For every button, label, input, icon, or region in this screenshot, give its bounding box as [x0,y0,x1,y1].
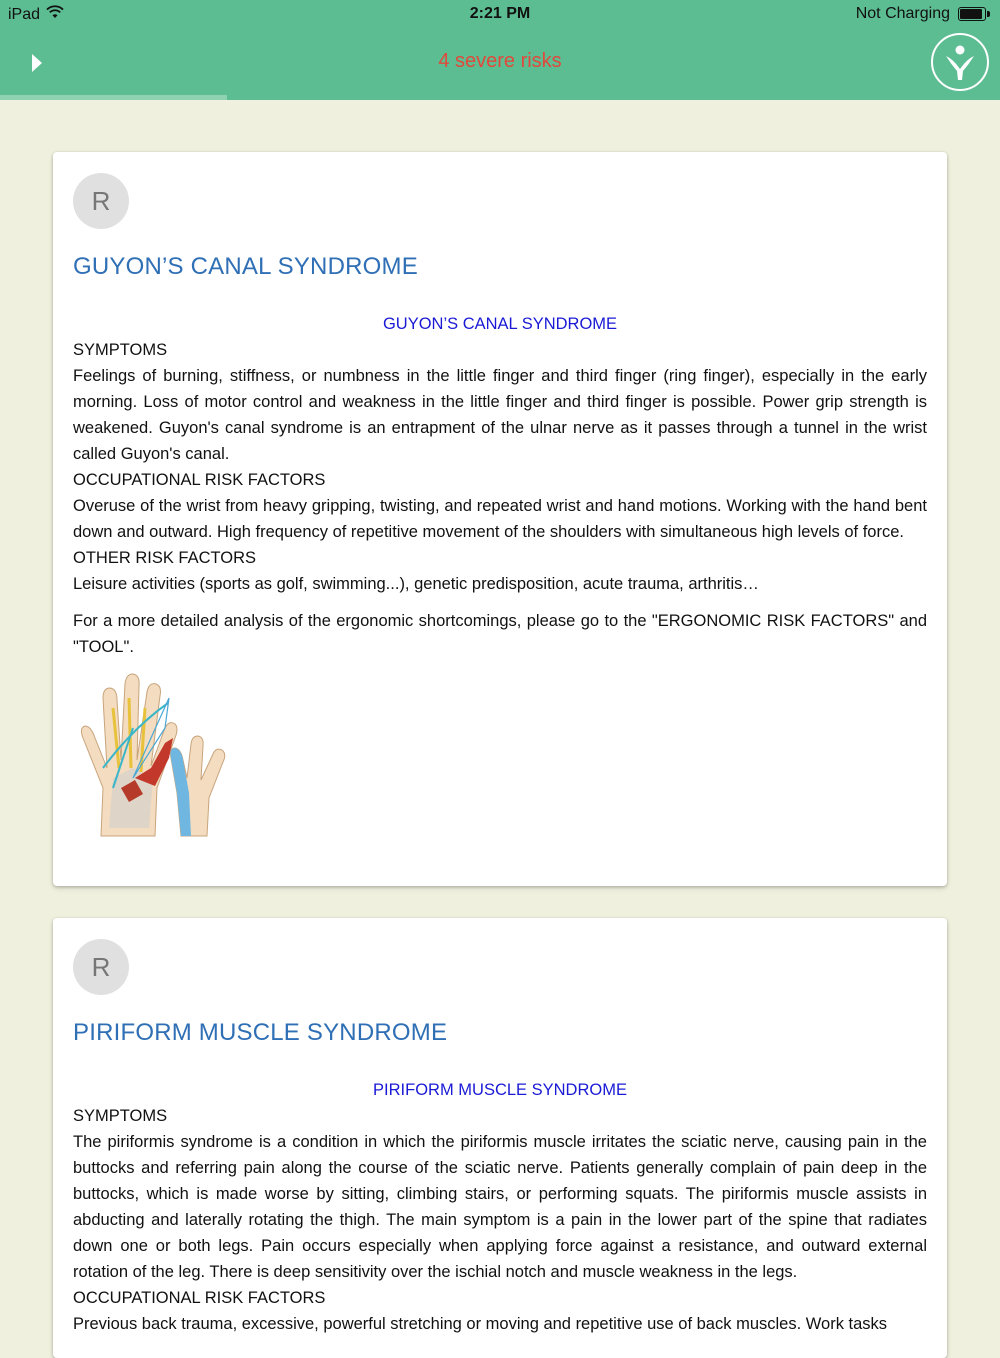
charging-status: Not Charging [855,5,950,22]
battery-icon [958,7,986,21]
risk-card[interactable] [53,918,947,1358]
risk-card[interactable] [53,152,947,886]
app-header [0,0,1000,100]
occupational-text: Previous back trauma, excessive, powerful stretching or moving and repetitive use of back muscles. Work tasks [73,1315,888,1333]
avatar: R [73,939,129,995]
app-logo[interactable] [931,33,989,91]
card-title: GUYON’S CANAL SYNDROME [73,253,418,280]
page-title: 4 severe risks [438,50,562,72]
card-subtitle: PIRIFORM MUSCLE SYNDROME [373,1081,627,1099]
symptoms-heading: SYMPTOMS [73,341,168,359]
avatar: R [73,173,129,229]
symptoms-text: Feelings of burning, stiffness, or numbness in the little finger and third finger (ring finger), especially in the early morning. Loss of motor control and weakness in the little finger and third finger is possible. Power grip strength is weakened. Guyon's canal syndrome is an entrapment of the ulnar nerve as it passes through a tunnel in the wrist called Guyon's canal. [73,367,927,463]
other-heading: OTHER RISK FACTORS [73,549,257,567]
symptoms-text: The piriformis syndrome is a condition in which the piriformis muscle irritates the sciatic nerve, causing pain in the buttocks and referring pain along the course of the sciatic nerve. Patients generally complain of pain deep in the buttocks, which is made worse by sitting, climbing stairs, or performing squats. The piriformis muscle assists in abducting and laterally rotating the thigh. The main symptom is a pain in the lower part of the spine that radiates down one or both legs. Pain occurs especially when applying force against a resistance, and outward external rotation of the leg. There is deep sensitivity over the ischial notch and muscle weakness in the legs. [73,1133,927,1281]
card-body [73,311,927,848]
hand-anatomy-illustration [73,668,253,840]
symptoms-heading: SYMPTOMS [73,1107,168,1125]
other-text: Leisure activities (sports as golf, swimming...), genetic predisposition, acute trauma, arthritis… [73,575,759,593]
card-body [73,1077,927,1337]
analysis-note: For a more detailed analysis of the ergonomic shortcomings, please go to the "ERGONOMIC RISK FACTORS" and "TOOL". [73,612,927,656]
occupational-text: Overuse of the wrist from heavy gripping, twisting, and repeated wrist and hand motions. Working with the hand bent down and outward. High frequency of repetitive movement of the shoulders with simultaneous high levels of force. [73,497,927,541]
carrier-label: iPad [8,5,41,23]
occupational-heading: OCCUPATIONAL RISK FACTORS [73,1289,326,1307]
status-bar [0,0,1000,28]
status-time: 2:21 PM [469,5,531,22]
occupational-heading: OCCUPATIONAL RISK FACTORS [73,471,326,489]
tab-indicator [0,95,227,100]
person-logo-icon [933,35,987,89]
card-subtitle: GUYON’S CANAL SYNDROME [382,315,618,333]
card-title: PIRIFORM MUSCLE SYNDROME [73,1019,448,1046]
